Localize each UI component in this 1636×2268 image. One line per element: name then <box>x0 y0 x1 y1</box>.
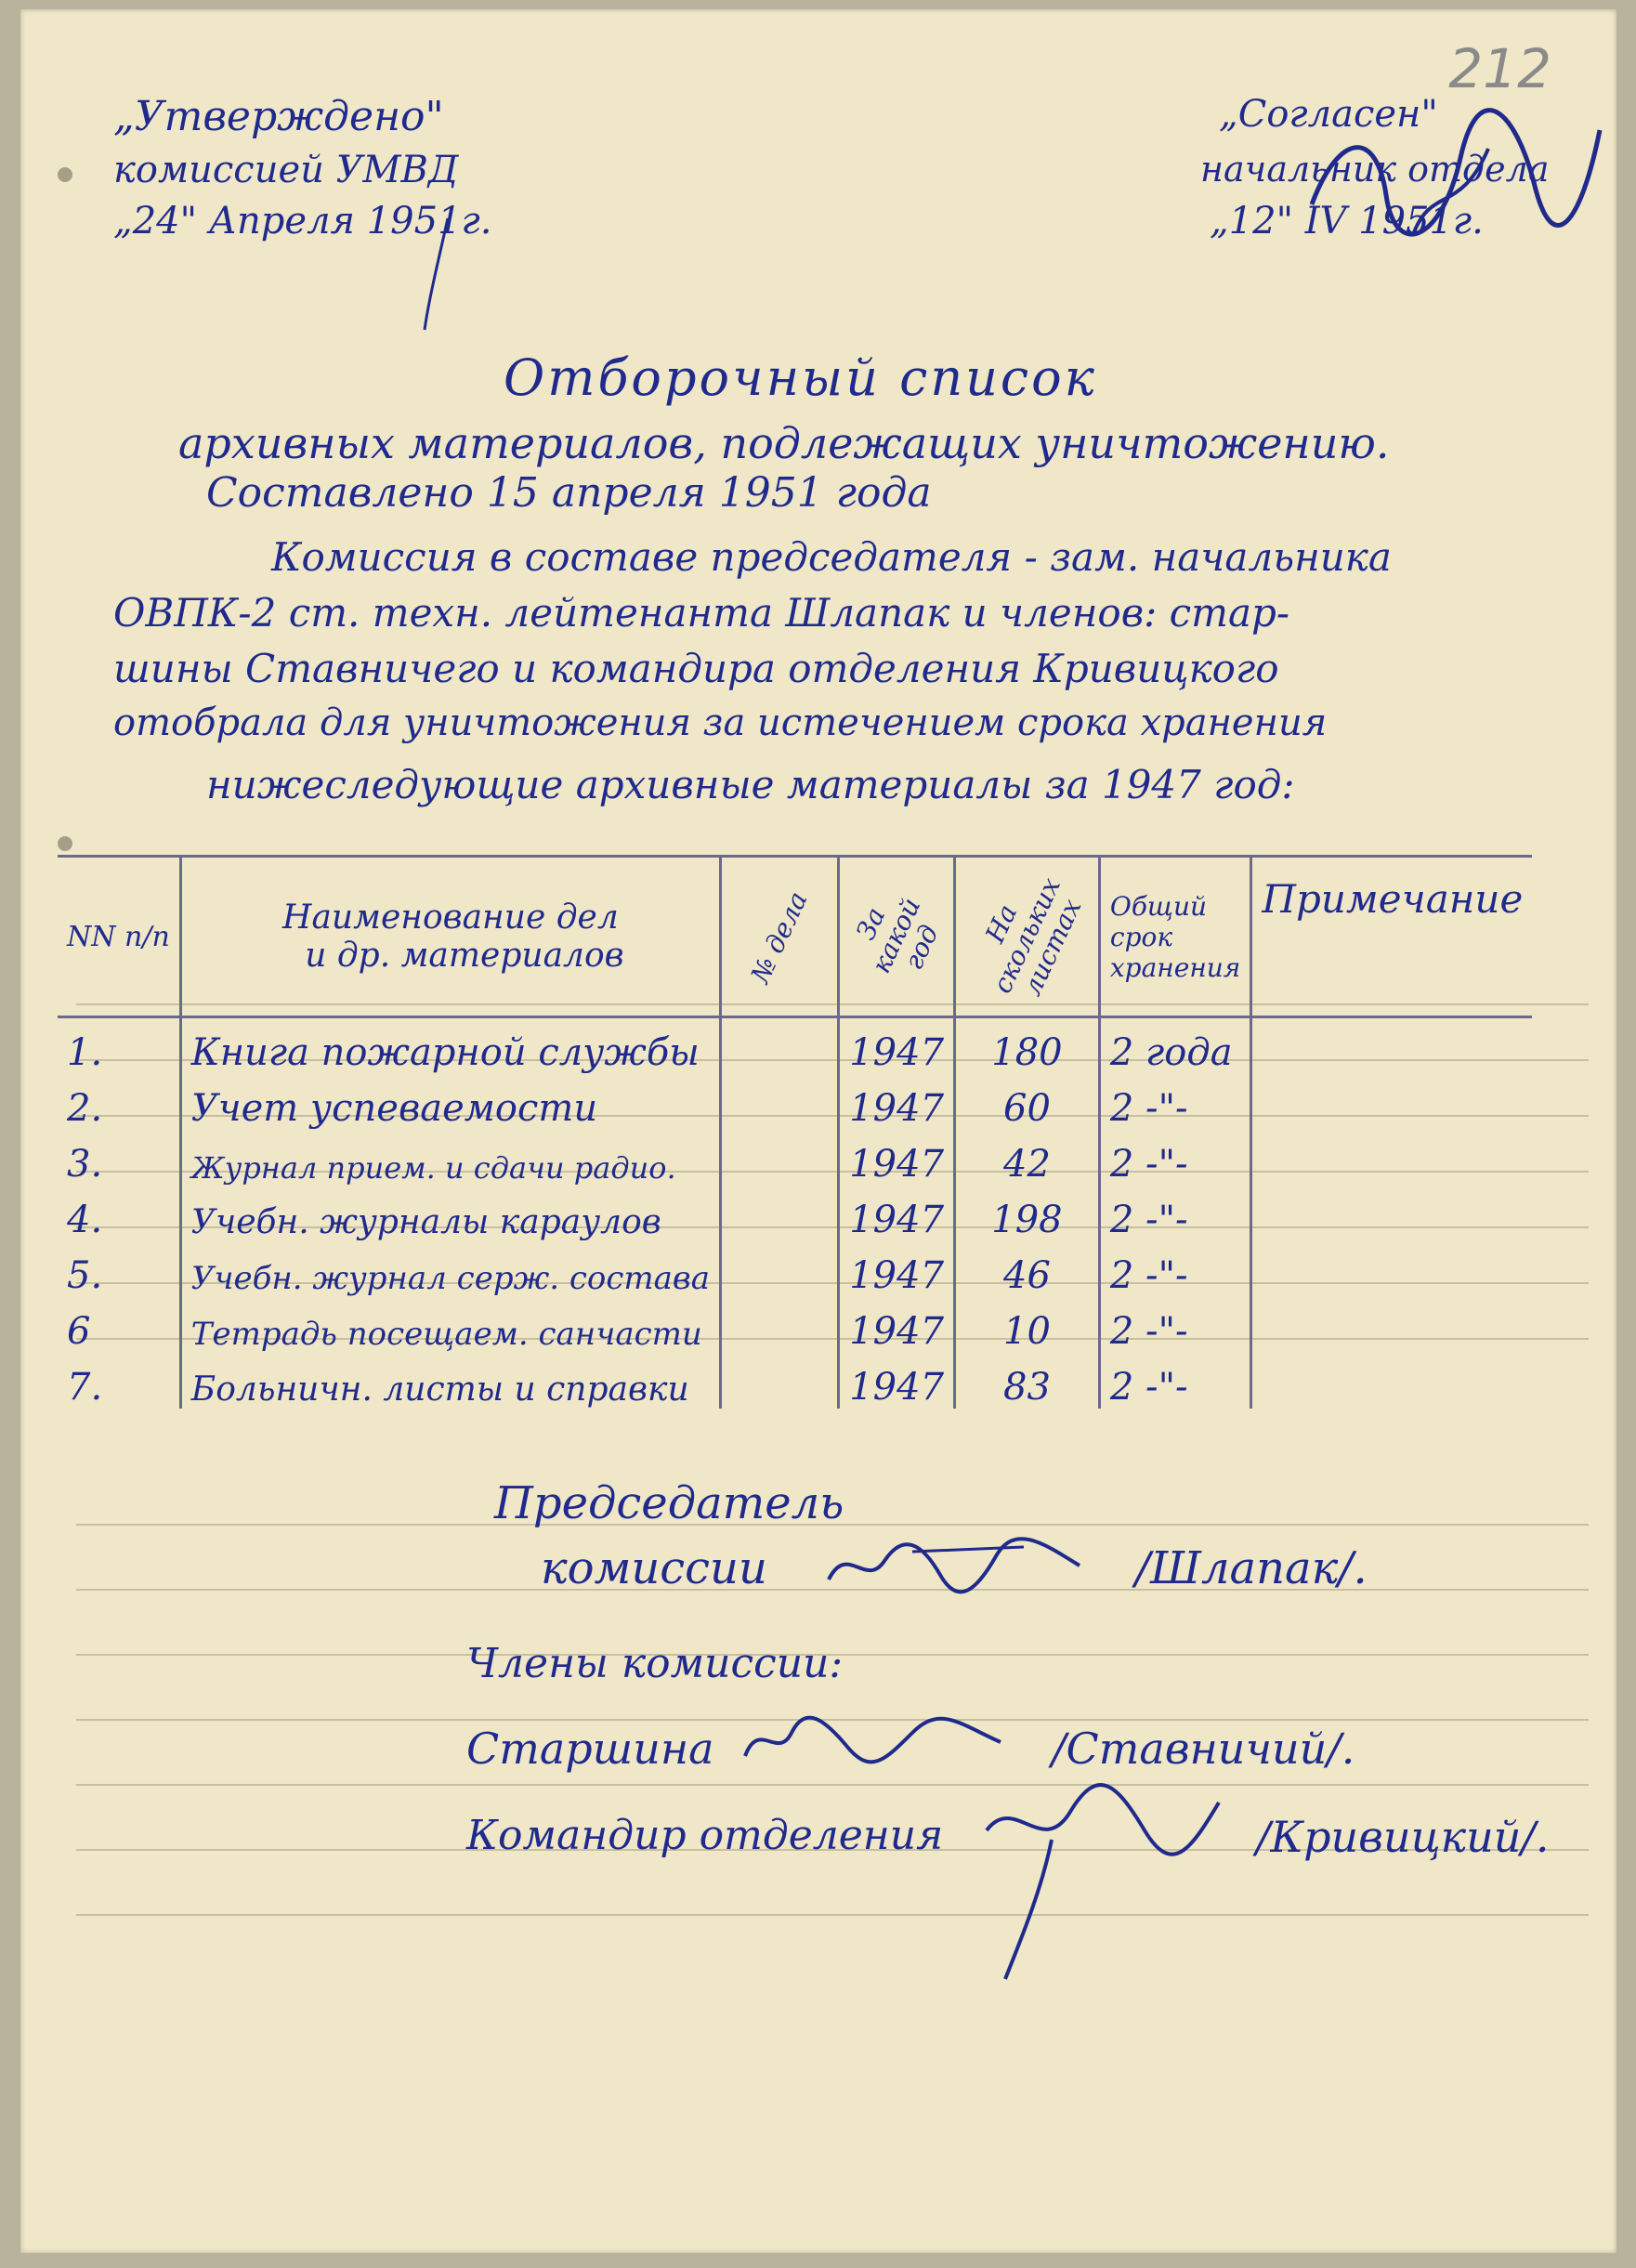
page-subtitle: архивных материалов, подлежащих уничтожению. <box>178 418 1390 468</box>
cell-term: 2 -"- <box>1099 1353 1250 1409</box>
cell-case <box>720 1186 838 1241</box>
header-name-line1: Наименование дел <box>282 898 619 937</box>
cell-note <box>1251 1186 1532 1241</box>
cell-name: Больничн. листы и справки <box>180 1353 720 1409</box>
header-name <box>180 857 720 1017</box>
member1-name: /Ставничий/. <box>1052 1724 1355 1774</box>
intro-line-3: шины Ставничего и командира отделения Кривицкого <box>113 646 1279 691</box>
header-num-text: NN п/п <box>67 920 170 953</box>
cell-year: 1947 <box>839 1353 955 1409</box>
cell-sheets: 180 <box>955 1017 1100 1075</box>
cell-term: 2 года <box>1099 1017 1250 1075</box>
cell-num: 6 <box>67 1310 91 1353</box>
cell-case <box>720 1130 838 1186</box>
header-term-line1: Общий <box>1109 890 1208 922</box>
punch-hole <box>58 836 72 851</box>
header-case-no-text: № дела <box>744 886 814 988</box>
table-row <box>58 1353 1532 1409</box>
cell-name: Журнал прием. и сдачи радио. <box>180 1130 720 1186</box>
cell-name: Учебн. журнал серж. состава <box>180 1241 720 1297</box>
cell-year: 1947 <box>839 1074 955 1130</box>
cell-note <box>1251 1297 1532 1353</box>
intro-line-4: отобрала для уничтожения за истечением срока хранения <box>113 701 1328 744</box>
signature-member1 <box>736 1705 1014 1779</box>
ruled-line <box>76 1784 1589 1786</box>
header-num <box>58 857 180 1017</box>
cell-num: 3. <box>67 1143 103 1186</box>
header-term-line3: хранения <box>1109 951 1241 983</box>
intro-line-1: Комиссия в составе председателя - зам. начальника <box>271 534 1392 580</box>
cell-term: 2 -"- <box>1099 1186 1250 1241</box>
cell-year: 1947 <box>839 1130 955 1186</box>
cell-sheets: 198 <box>955 1186 1100 1241</box>
cell-case <box>720 1241 838 1297</box>
header-year-text: За какой год <box>850 893 946 978</box>
cell-note <box>1251 1017 1532 1075</box>
table-row <box>58 1297 1532 1353</box>
ruled-line <box>76 1914 1589 1916</box>
agreed-line-3: „12" IV 1951г. <box>1210 200 1484 243</box>
cell-note <box>1251 1074 1532 1130</box>
cell-term: 2 -"- <box>1099 1241 1250 1297</box>
cell-sheets: 83 <box>955 1353 1100 1409</box>
cell-term: 2 -"- <box>1099 1297 1250 1353</box>
header-case-no <box>720 857 838 1017</box>
member2-role: Командир отделения <box>466 1812 944 1859</box>
header-term <box>1099 857 1250 1017</box>
materials-table <box>58 855 1532 1409</box>
cell-sheets: 10 <box>955 1297 1100 1353</box>
signature-chairman <box>819 1524 1098 1607</box>
header-note <box>1251 857 1532 1017</box>
intro-line-5: нижеследующие архивные материалы за 1947 год: <box>206 762 1295 807</box>
chairman-label: Председатель <box>494 1477 844 1529</box>
cell-year: 1947 <box>839 1241 955 1297</box>
cell-case <box>720 1017 838 1075</box>
cell-case <box>720 1297 838 1353</box>
header-sheets-text: На скольких листах <box>979 872 1088 1001</box>
member2-name: /Кривицкий/. <box>1256 1812 1550 1862</box>
cell-case <box>720 1074 838 1130</box>
cell-year: 1947 <box>839 1297 955 1353</box>
cell-note <box>1251 1353 1532 1409</box>
cell-name: Тетрадь посещаем. санчасти <box>180 1297 720 1353</box>
cell-num: 5. <box>67 1254 103 1297</box>
cell-num: 2. <box>67 1087 103 1130</box>
signature-agreed <box>1302 93 1609 251</box>
signature-approved <box>411 214 466 334</box>
cell-sheets: 46 <box>955 1241 1100 1297</box>
document-sheet <box>20 9 1616 2253</box>
member1-role: Старшина <box>466 1724 714 1774</box>
table-row <box>58 1186 1532 1241</box>
cell-term: 2 -"- <box>1099 1074 1250 1130</box>
signature-member2 <box>968 1775 1247 1988</box>
page-title: Отборочный список <box>504 348 1097 407</box>
agreed-line-1: „Согласен" <box>1219 93 1438 136</box>
table-header-row <box>58 857 1532 1017</box>
intro-line-2: ОВПК-2 ст. техн. лейтенанта Шлапак и членов: стар- <box>113 590 1290 636</box>
table-row <box>58 1017 1532 1075</box>
cell-name: Книга пожарной службы <box>180 1017 720 1075</box>
approved-line-1: „Утверждено" <box>113 93 444 140</box>
cell-name: Учебн. журналы караулов <box>180 1186 720 1241</box>
cell-case <box>720 1353 838 1409</box>
cell-note <box>1251 1130 1532 1186</box>
punch-hole <box>58 167 72 182</box>
cell-sheets: 60 <box>955 1074 1100 1130</box>
chairman-name: /Шлапак/. <box>1135 1542 1368 1594</box>
cell-note <box>1251 1241 1532 1297</box>
cell-year: 1947 <box>839 1017 955 1075</box>
table-row <box>58 1241 1532 1297</box>
chairman-commission-label: комиссии <box>541 1542 767 1594</box>
cell-name: Учет успеваемости <box>180 1074 720 1130</box>
header-name-line2: и др. материалов <box>305 937 624 975</box>
date-line: Составлено 15 апреля 1951 года <box>206 469 932 517</box>
members-label: Члены комиссии: <box>466 1640 844 1687</box>
cell-num: 4. <box>67 1199 103 1241</box>
cell-sheets: 42 <box>955 1130 1100 1186</box>
archive-number: 212 <box>1448 37 1551 100</box>
cell-num: 7. <box>67 1366 103 1409</box>
header-year <box>839 857 955 1017</box>
agreed-line-2: начальник отдела <box>1200 149 1550 190</box>
table-row <box>58 1074 1532 1130</box>
header-note-text: Примечание <box>1262 876 1524 922</box>
approved-line-3: „24" Апреля 1951г. <box>113 200 492 243</box>
cell-year: 1947 <box>839 1186 955 1241</box>
approved-line-2: комиссией УМВД <box>113 149 459 191</box>
table-row <box>58 1130 1532 1186</box>
cell-term: 2 -"- <box>1099 1130 1250 1186</box>
header-term-line2: срок <box>1109 921 1173 952</box>
cell-num: 1. <box>67 1031 103 1074</box>
header-sheets <box>955 857 1100 1017</box>
